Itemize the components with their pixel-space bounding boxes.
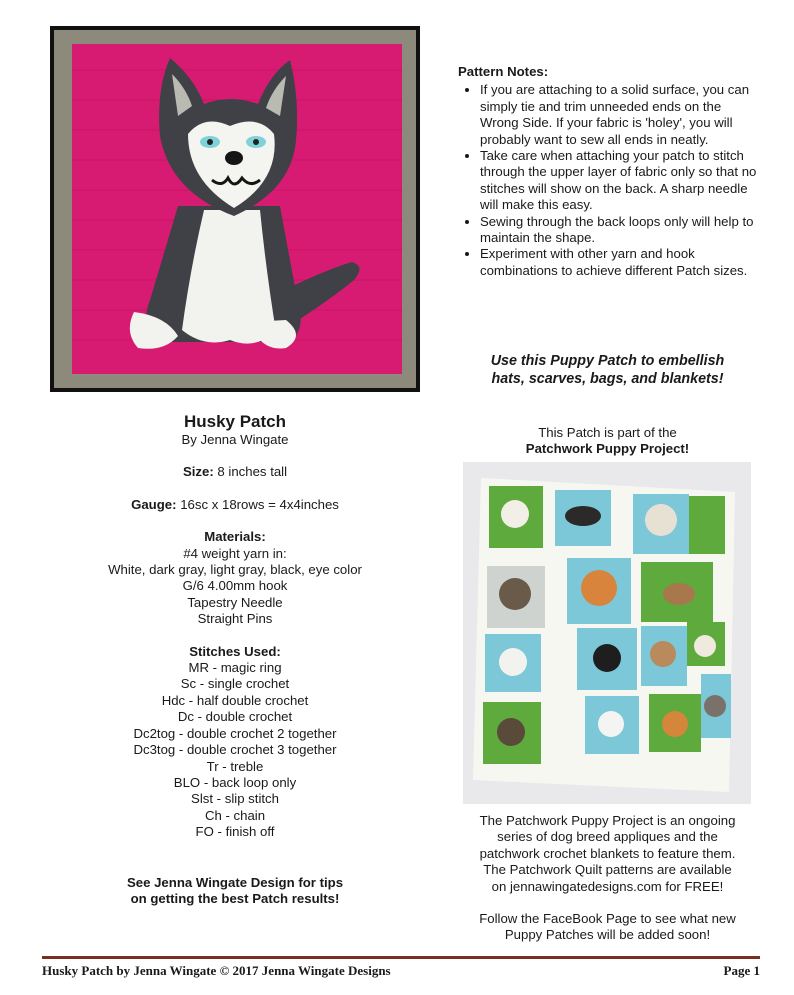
footer-title: Husky Patch by Jenna Wingate © 2017 Jenna Wingate Designs [42,963,391,978]
notes-list [458,82,758,279]
material-item: White, dark gray, light gray, black, eye color [108,562,362,578]
stitch-item: Slst - slip stitch [191,791,279,807]
material-item: Tapestry Needle [187,594,283,610]
husky-patch-photo [50,26,420,392]
note-item: • Take care when attaching your patch to stitch through the upper layer of fabric only so that no stitches will show on the back. A sharp needle will make this easy. [480,148,758,214]
project-about [450,813,765,944]
husky-patch-illustration [54,30,416,388]
about-line: patchwork crochet blankets to feature them. [479,845,736,861]
follow-line: Puppy Patches will be added soon! [504,927,711,943]
project-intro [450,425,765,458]
material-item: #4 weight yarn in: [183,545,287,561]
materials-heading: Materials: [204,529,266,545]
stitch-item: MR - magic ring [188,660,282,676]
pattern-title: Husky Patch [183,412,287,431]
note-item: • If you are attaching to a solid surface, you can simply tie and trim unneeded ends on the Wrong Side. If your fabric is 'holey', you will probably want to sew all ends in neatly. [480,82,758,148]
size-line [40,464,430,480]
patchwork-blanket-illustration [463,462,751,804]
material-item: G/6 4.00mm hook [182,578,288,594]
tips-note [40,875,430,908]
patchwork-blanket-photo [463,462,751,804]
footer-rule [42,956,760,959]
size-label: Size: [182,464,214,480]
stitch-item: Dc - double crochet [177,709,293,725]
gauge-line [40,497,430,513]
stitch-item: Sc - single crochet [180,676,290,692]
tagline [450,352,765,388]
about-line: The Patchwork Quilt patterns are available [483,862,732,878]
pattern-notes [458,64,758,279]
project-line: This Patch is part of the [538,425,677,440]
gauge-value: 16sc x 18rows = 4x4inches [180,496,339,512]
tagline-line: Use this Puppy Patch to embellish [490,353,725,369]
stitch-item: Ch - chain [204,807,266,823]
material-item: Straight Pins [197,611,273,627]
stitch-item: Dc2tog - double crochet 2 together [133,725,337,741]
byline: By Jenna Wingate [181,432,289,447]
stitch-item: Hdc - half double crochet [161,692,309,708]
follow-line: Follow the FaceBook Page to see what new [479,911,736,927]
tips-line: See Jenna Wingate Design for tips [126,874,344,890]
about-line: The Patchwork Puppy Project is an ongoing [479,813,736,828]
tips-line: on getting the best Patch results! [130,890,340,906]
page-footer [42,963,760,979]
stitch-item: Dc3tog - double crochet 3 together [133,742,337,758]
page-number: Page 1 [723,963,760,978]
project-name: Patchwork Puppy Project! [525,441,690,457]
note-item: • Experiment with other yarn and hook combinations to achieve different Patch sizes. [480,246,758,279]
tagline-line: hats, scarves, bags, and blankets! [491,371,724,387]
notes-heading: Pattern Notes: [458,64,549,79]
gauge-label: Gauge: [131,496,177,512]
note-item: • Sewing through the back loops only will help to maintain the shape. [480,214,758,247]
stitch-item: Tr - treble [206,758,264,774]
about-line: series of dog breed appliques and the [497,829,718,845]
patch-details [40,412,430,907]
size-value: 8 inches tall [217,464,288,480]
stitch-item: FO - finish off [195,824,275,840]
stitch-item: BLO - back loop only [173,774,297,790]
stitches-heading: Stitches Used: [189,643,281,659]
about-line: on jennawingatedesigns.com for FREE! [491,878,724,894]
